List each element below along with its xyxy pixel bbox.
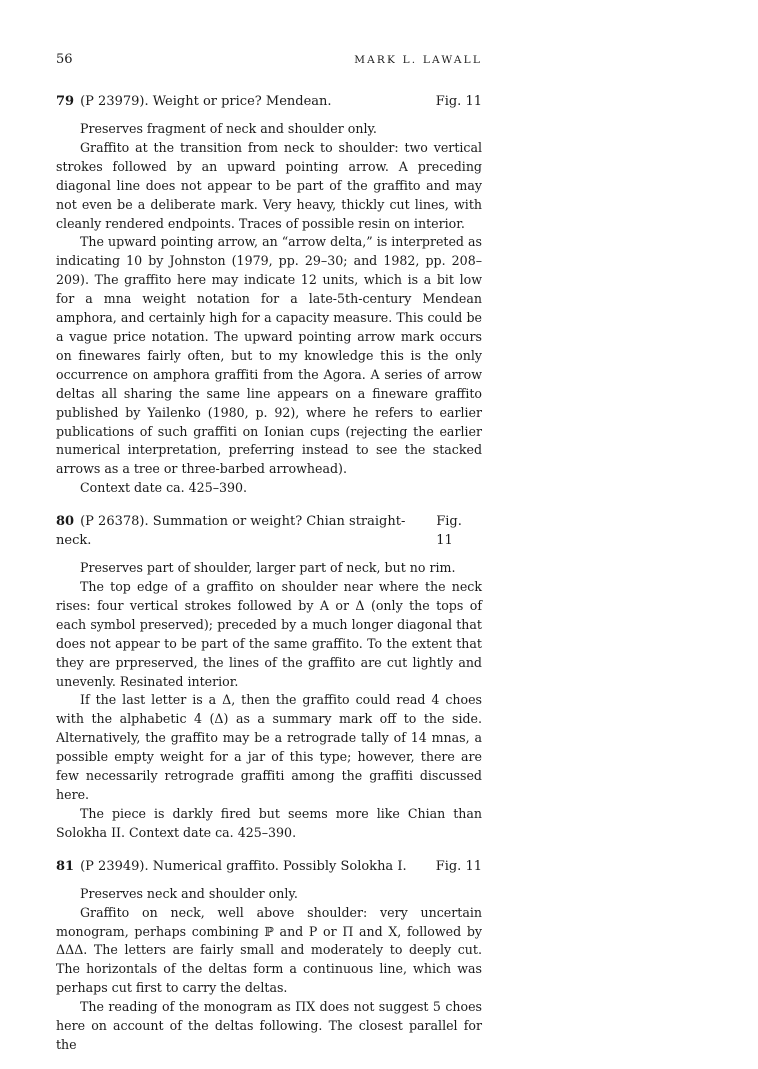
entry-paragraph: Preserves part of shoulder, larger part of neck, but no rim. <box>80 560 456 576</box>
entry-number: 81 <box>56 858 75 874</box>
entry-paragraph: If the last letter is a Δ, then the graffito could read 4 choes with the alphabetic 4 (Δ) as a summary mark off to the side. Alternatively, the graffito may be a retrograde tally of 14 mnas, a possible empty weight for a jar of this type; however, there are few necessarily retrograde graffiti among the graffiti discussed here. <box>56 692 482 802</box>
figure-reference: Fig. 11 <box>435 94 482 109</box>
catalog-entry-79 <box>56 92 482 498</box>
entry-number: 79 <box>56 94 75 109</box>
entry-title: (P 23949). Numerical graffito. Possibly Solokha I. <box>80 858 407 874</box>
entry-paragraph: Graffito on neck, well above shoulder: very uncertain monogram, perhaps combining ℙ and Ρ or Π and Χ, followed by ΔΔΔ. The letters are fairly small and moderately to deeply cut. The horizontals of the deltas form a continuous line, which was perhaps cut first to carry the deltas. <box>56 904 482 996</box>
catalog-entry-80 <box>56 512 482 843</box>
page <box>56 52 482 1069</box>
entry-title-line <box>56 512 436 550</box>
entry-paragraph: The reading of the monogram as ΠΧ does not suggest 5 choes here on account of the deltas following. The closest parallel for the <box>56 999 482 1052</box>
running-head-author: MARK L. LAWALL <box>354 54 482 66</box>
catalog-entry-81 <box>56 857 482 1055</box>
running-head <box>56 52 482 72</box>
entry-number: 80 <box>56 514 75 530</box>
entry-title-line <box>56 92 332 111</box>
entry-heading <box>56 92 482 111</box>
entry-paragraph: Preserves fragment of neck and shoulder only. <box>80 121 377 136</box>
entry-heading <box>56 857 482 876</box>
page-number: 56 <box>56 52 73 67</box>
entry-paragraph: The top edge of a graffito on shoulder near where the neck rises: four vertical strokes followed by Α or Δ (only the tops of each symbol preserved); preceded by a much longer diagonal that does not appear to be part of the same graffito. To the extent that they are prpreserved, the lines of the graffito are cut lightly and unevenly. Resinated interior. <box>56 579 482 689</box>
figure-reference: Fig. 11 <box>435 858 482 874</box>
entry-title: (P 26378). Summation or weight? Chian straight-neck. <box>56 514 406 549</box>
entry-paragraph: Context date ca. 425–390. <box>80 480 248 496</box>
entry-title: (P 23979). Weight or price? Mendean. <box>80 94 332 109</box>
figure-reference: Fig. 11 <box>436 514 462 549</box>
entry-heading <box>56 512 482 550</box>
entry-paragraph: Graffito at the transition from neck to shoulder: two vertical strokes followed by an upward pointing arrow. A preceding diagonal line does not appear to be part of the graffito and may not even be a deliberate mark. Very heavy, thickly cut lines, with cleanly rendered endpoints. Traces of possible resin on interior. <box>56 139 482 231</box>
entry-paragraph: The upward pointing arrow, an “arrow delta,” is interpreted as indicating 10 by Johnston (1979, pp. 29–30; and 1982, pp. 208–209). The graffito here may indicate 12 units, which is a bit low for a mna weight notation for a late-5th-century Mendean amphora, and certainly high for a capacity measure. This could be a vague price notation. The upward pointing arrow mark occurs on finewares fairly often, but to my knowledge this is the only occurrence on amphora graffiti from the Agora. A series of arrow deltas all sharing the same line appears on a fineware graffito published by Yailenko (1980, p. 92), where he refers to earlier publications of such graffiti on Ionian cups (rejecting the earlier numerical interpretation, preferring instead to see the stacked arrows as a tree or three-barbed arrowhead). <box>56 234 482 477</box>
entry-title-line <box>56 857 407 876</box>
entry-paragraph: Preserves neck and shoulder only. <box>80 885 298 901</box>
entry-paragraph: The piece is darkly fired but seems more like Chian than Solokha II. Context date ca. 425–390. <box>56 805 482 840</box>
